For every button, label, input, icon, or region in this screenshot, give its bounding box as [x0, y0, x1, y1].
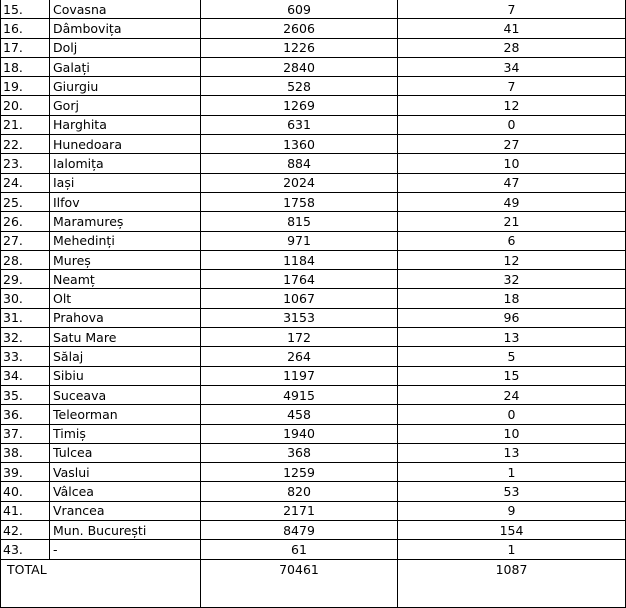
row-number-cell: 43.: [1, 540, 50, 559]
row-number-cell: 35.: [1, 385, 50, 404]
total-cases-cell: 70461: [201, 559, 398, 607]
county-name-cell: Suceava: [50, 385, 201, 404]
deaths-cell: 12: [398, 96, 626, 115]
table-row: [1, 250, 626, 269]
table-row: [1, 38, 626, 57]
row-number-cell: 39.: [1, 463, 50, 482]
cases-cell: 1758: [201, 192, 398, 211]
cases-cell: 1269: [201, 96, 398, 115]
deaths-cell: 1: [398, 463, 626, 482]
county-name-cell: Prahova: [50, 308, 201, 327]
table-row: [1, 173, 626, 192]
row-number-cell: 26.: [1, 212, 50, 231]
cases-cell: 820: [201, 482, 398, 501]
row-number-cell: 36.: [1, 405, 50, 424]
county-name-cell: Dâmbovița: [50, 19, 201, 38]
row-number-cell: 41.: [1, 501, 50, 520]
deaths-cell: 10: [398, 154, 626, 173]
deaths-cell: 47: [398, 173, 626, 192]
row-number-cell: 34.: [1, 366, 50, 385]
deaths-cell: 154: [398, 521, 626, 540]
row-number-cell: 17.: [1, 38, 50, 57]
total-deaths-cell: 1087: [398, 559, 626, 607]
deaths-cell: 13: [398, 328, 626, 347]
deaths-cell: 27: [398, 135, 626, 154]
table-row: [1, 308, 626, 327]
deaths-cell: 10: [398, 424, 626, 443]
table-row: [1, 424, 626, 443]
table-row: [1, 540, 626, 559]
deaths-cell: 21: [398, 212, 626, 231]
row-number-cell: 19.: [1, 77, 50, 96]
county-name-cell: Timiș: [50, 424, 201, 443]
cases-cell: 172: [201, 328, 398, 347]
deaths-cell: 6: [398, 231, 626, 250]
row-number-cell: 23.: [1, 154, 50, 173]
table-row: [1, 482, 626, 501]
deaths-cell: 32: [398, 270, 626, 289]
cases-cell: 368: [201, 443, 398, 462]
cases-cell: 1259: [201, 463, 398, 482]
county-name-cell: Tulcea: [50, 443, 201, 462]
row-number-cell: 30.: [1, 289, 50, 308]
county-name-cell: Vaslui: [50, 463, 201, 482]
row-number-cell: 20.: [1, 96, 50, 115]
cases-cell: 61: [201, 540, 398, 559]
row-number-cell: 16.: [1, 19, 50, 38]
deaths-cell: 28: [398, 38, 626, 57]
table-row: [1, 270, 626, 289]
county-name-cell: Gorj: [50, 96, 201, 115]
table-row: [1, 19, 626, 38]
county-name-cell: Giurgiu: [50, 77, 201, 96]
table-row: [1, 0, 626, 19]
row-number-cell: 24.: [1, 173, 50, 192]
county-name-cell: Neamț: [50, 270, 201, 289]
table-row: [1, 501, 626, 520]
deaths-cell: 41: [398, 19, 626, 38]
table-row: [1, 154, 626, 173]
table-row: [1, 289, 626, 308]
cases-cell: 1197: [201, 366, 398, 385]
deaths-cell: 24: [398, 385, 626, 404]
table-row: [1, 366, 626, 385]
deaths-cell: 34: [398, 57, 626, 76]
county-name-cell: Sibiu: [50, 366, 201, 385]
row-number-cell: 21.: [1, 115, 50, 134]
cases-cell: 884: [201, 154, 398, 173]
county-name-cell: Dolj: [50, 38, 201, 57]
county-name-cell: Teleorman: [50, 405, 201, 424]
table-row: [1, 328, 626, 347]
county-name-cell: Mureș: [50, 250, 201, 269]
cases-cell: 264: [201, 347, 398, 366]
deaths-cell: 15: [398, 366, 626, 385]
table-row: [1, 135, 626, 154]
row-number-cell: 32.: [1, 328, 50, 347]
county-name-cell: Maramureș: [50, 212, 201, 231]
county-name-cell: Covasna: [50, 0, 201, 19]
table-row: [1, 115, 626, 134]
county-name-cell: Vâlcea: [50, 482, 201, 501]
county-name-cell: -: [50, 540, 201, 559]
table-row: [1, 96, 626, 115]
row-number-cell: 18.: [1, 57, 50, 76]
row-number-cell: 42.: [1, 521, 50, 540]
deaths-cell: 1: [398, 540, 626, 559]
table-row: [1, 231, 626, 250]
deaths-cell: 7: [398, 77, 626, 96]
county-name-cell: Iași: [50, 173, 201, 192]
county-name-cell: Galați: [50, 57, 201, 76]
row-number-cell: 29.: [1, 270, 50, 289]
cases-cell: 8479: [201, 521, 398, 540]
row-number-cell: 40.: [1, 482, 50, 501]
county-name-cell: Mehedinți: [50, 231, 201, 250]
row-number-cell: 15.: [1, 0, 50, 19]
table-row: [1, 405, 626, 424]
deaths-cell: 9: [398, 501, 626, 520]
deaths-cell: 0: [398, 405, 626, 424]
table-row: [1, 192, 626, 211]
county-name-cell: Vrancea: [50, 501, 201, 520]
cases-cell: 1226: [201, 38, 398, 57]
cases-cell: 1067: [201, 289, 398, 308]
cases-cell: 815: [201, 212, 398, 231]
county-name-cell: Ialomița: [50, 154, 201, 173]
row-number-cell: 27.: [1, 231, 50, 250]
row-number-cell: 37.: [1, 424, 50, 443]
cases-cell: 2024: [201, 173, 398, 192]
cases-cell: 631: [201, 115, 398, 134]
deaths-cell: 96: [398, 308, 626, 327]
deaths-cell: 0: [398, 115, 626, 134]
county-name-cell: Harghita: [50, 115, 201, 134]
table-row: [1, 521, 626, 540]
row-number-cell: 25.: [1, 192, 50, 211]
cases-cell: 4915: [201, 385, 398, 404]
deaths-cell: 18: [398, 289, 626, 308]
county-name-cell: Sălaj: [50, 347, 201, 366]
total-row: [1, 559, 626, 607]
deaths-cell: 7: [398, 0, 626, 19]
row-number-cell: 22.: [1, 135, 50, 154]
total-label: TOTAL: [1, 559, 201, 607]
county-name-cell: Olt: [50, 289, 201, 308]
cases-cell: 2171: [201, 501, 398, 520]
county-name-cell: Hunedoara: [50, 135, 201, 154]
table-row: [1, 347, 626, 366]
deaths-cell: 13: [398, 443, 626, 462]
table-row: [1, 57, 626, 76]
county-name-cell: Mun. București: [50, 521, 201, 540]
deaths-cell: 5: [398, 347, 626, 366]
cases-cell: 609: [201, 0, 398, 19]
cases-cell: 1940: [201, 424, 398, 443]
table-row: [1, 77, 626, 96]
table-row: [1, 443, 626, 462]
deaths-cell: 12: [398, 250, 626, 269]
cases-cell: 1764: [201, 270, 398, 289]
county-name-cell: Satu Mare: [50, 328, 201, 347]
row-number-cell: 28.: [1, 250, 50, 269]
cases-cell: 971: [201, 231, 398, 250]
cases-cell: 458: [201, 405, 398, 424]
table-row: [1, 385, 626, 404]
cases-cell: 3153: [201, 308, 398, 327]
deaths-cell: 53: [398, 482, 626, 501]
table-row: [1, 463, 626, 482]
table-body: [1, 0, 626, 607]
cases-cell: 2606: [201, 19, 398, 38]
cases-cell: 1184: [201, 250, 398, 269]
row-number-cell: 38.: [1, 443, 50, 462]
cases-cell: 528: [201, 77, 398, 96]
row-number-cell: 31.: [1, 308, 50, 327]
table-row: [1, 212, 626, 231]
row-number-cell: 33.: [1, 347, 50, 366]
cases-cell: 1360: [201, 135, 398, 154]
county-name-cell: Ilfov: [50, 192, 201, 211]
deaths-cell: 49: [398, 192, 626, 211]
cases-cell: 2840: [201, 57, 398, 76]
